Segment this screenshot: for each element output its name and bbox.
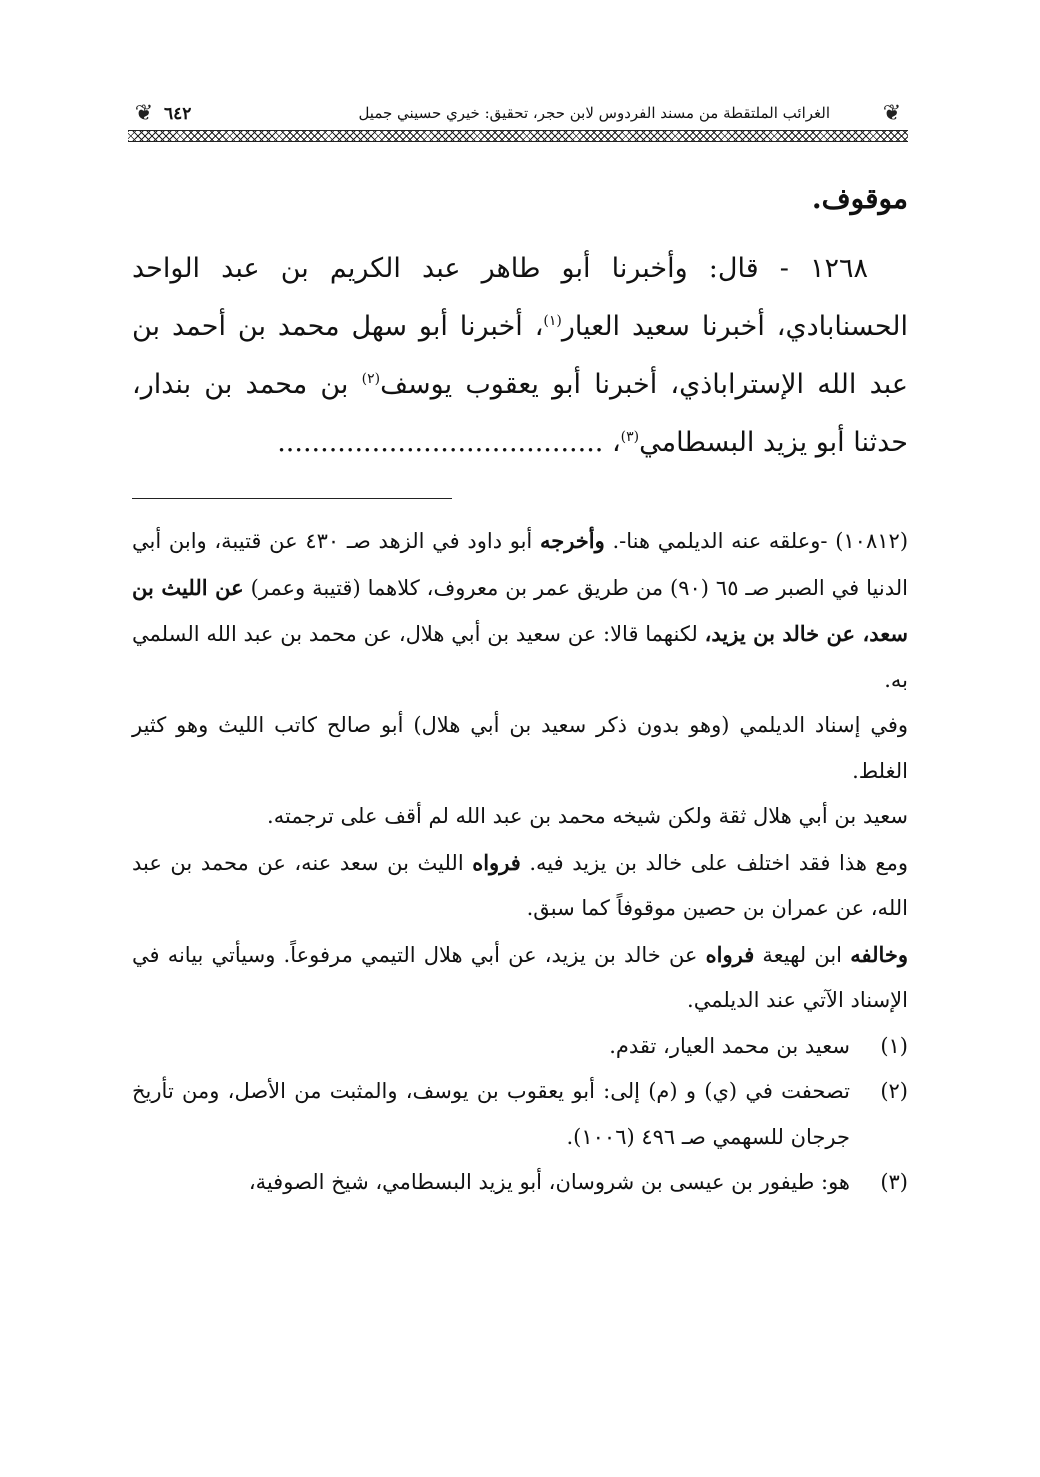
note-paragraph: [132, 840, 908, 932]
footnote-text: هو: طيفور بن عيسى بن شروسان، أبو يزيد البسطامي، شيخ الصوفية،: [248, 1170, 850, 1194]
header-title: الغرائب الملتقطة من مسند الفردوس لابن حجر، تحقيق: خيري حسيني جميل: [358, 104, 830, 122]
note-text: الليث بن سعد عنه، عن محمد بن عبد الله، عن عمران بن حصين موقوفاً كما سبق.: [132, 850, 908, 920]
note-bold-text: فرواه: [472, 849, 521, 875]
footnotes-section: [132, 518, 908, 1206]
note-text: لكنهما قالا: عن سعيد بن أبي هلال، عن محمد بن عبد الله السلمي به.: [132, 622, 908, 692]
footnote-text: تصحفت في (ي) و (م) إلى: أبو يعقوب بن يوسف، والمثبت من الأصل، ومن تأريخ جرجان للسهمي صـ ٤٩٦ (١٠٠٦).: [132, 1079, 850, 1149]
note-paragraph: وفي إسناد الديلمي (وهو بدون ذكر سعيد بن أبي هلال) أبو صالح كاتب الليث وهو كثير الغلط.: [132, 713, 908, 783]
running-header: [128, 96, 908, 152]
main-text: [132, 170, 908, 472]
footnote-text: سعيد بن محمد العيار، تقدم.: [609, 1033, 850, 1058]
note-text: أبو داود في الزهد صـ ٤٣٠ عن قتيبة، وابن أبي الدنيا في الصبر صـ ٦٥ (٩٠) من طريق عمر بن معروف، كلاهما (قتيبة وعمر): [132, 529, 908, 600]
note-bold-text: وأخرجه: [539, 528, 605, 553]
note-bold-text: فرواه: [705, 941, 755, 967]
hadith-paragraph: [132, 240, 908, 472]
note-paragraph: [132, 932, 908, 1024]
note-text: ومع هذا فقد اختلف على خالد بن يزيد فيه.: [520, 850, 909, 875]
hadith-text: ،: [603, 427, 621, 458]
note-bold-text: وخالفه: [850, 941, 908, 967]
footnote-3: [132, 1160, 908, 1206]
hadith-text: - قال: وأخبرنا أبو طاهر عبد الكريم بن عبد الواحد الحسنابادي، أخبرنا سعيد العيار: [132, 253, 908, 342]
footnote-number: (٢): [880, 1079, 908, 1103]
floral-ornament-icon: ❦: [134, 101, 154, 126]
note-paragraph: سعيد بن أبي هلال ثقة ولكن شيخه محمد بن عبد الله لم أقف على ترجمته.: [267, 804, 908, 828]
floral-ornament-icon: ❦: [882, 101, 902, 126]
footnote-number: (١): [880, 1033, 908, 1058]
footnote-ref-1[interactable]: (١): [543, 313, 562, 329]
note-text: عن خالد بن يزيد، عن أبي هلال التيمي مرفوعاً. وسيأتي بيانه في الإسناد الآتي عند الديلمي.: [132, 942, 908, 1012]
note-text: ابن لهيعة: [754, 942, 851, 967]
footnote-1: [132, 1024, 908, 1070]
footnote-number: (٣): [880, 1170, 908, 1194]
hadith-text: بن محمد بن بندار، حدثنا أبو يزيد البسطامي: [132, 369, 908, 458]
closing-word: موقوف.: [811, 182, 908, 215]
footnote-ref-2[interactable]: (٢): [361, 371, 381, 387]
note-bold-text: عن الليث بن سعد، عن خالد بن يزيد،: [132, 574, 908, 646]
footnote-2: [132, 1069, 908, 1160]
footnote-divider: [132, 498, 452, 499]
hadith-text: ، أخبرنا أبو سهل محمد بن أحمد بن عبد الله الإستراباذي، أخبرنا أبو يعقوب يوسف: [132, 311, 909, 400]
hadith-number: ١٢٦٨: [809, 253, 868, 284]
note-paragraph: [132, 518, 908, 703]
footnote-ref-3[interactable]: (٣): [620, 429, 640, 445]
note-text: (١٠٨١٢) -وعلقه عنه الديلمي هنا-.: [604, 529, 909, 553]
ellipsis-dots: ......................................: [277, 427, 604, 458]
page-number: ٦٤٢: [164, 104, 192, 124]
header-ornamental-band: [128, 130, 908, 142]
